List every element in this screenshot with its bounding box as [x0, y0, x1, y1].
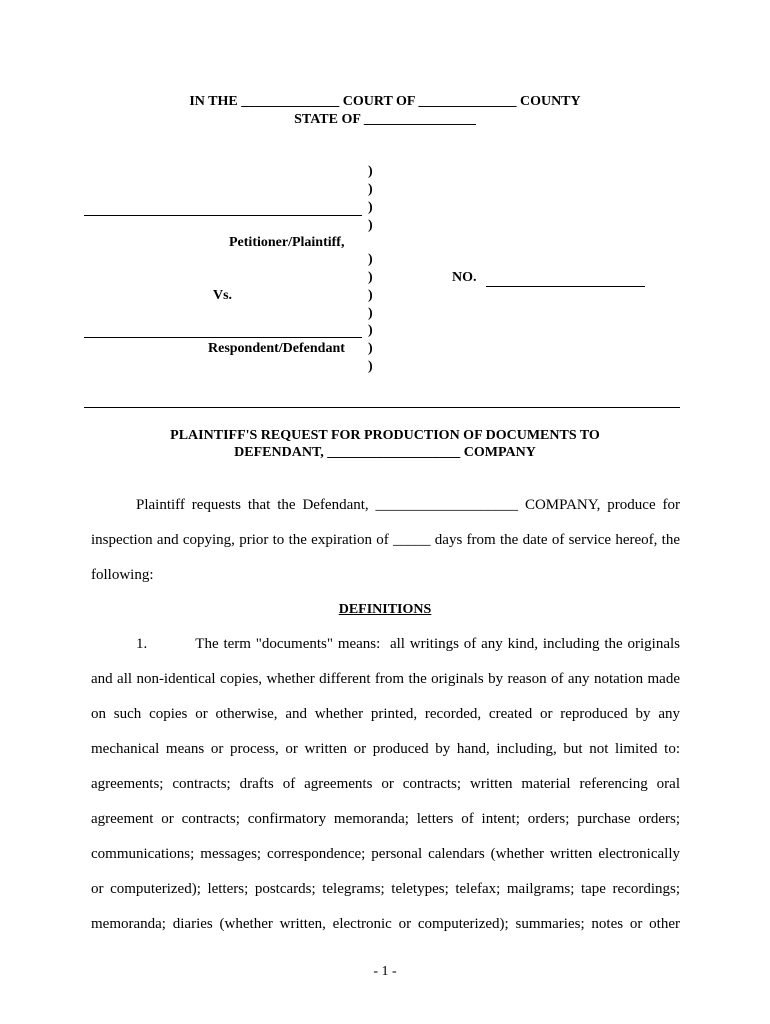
definition-line: 1. The term "documents" means: all writings of any kind, including the originals	[136, 636, 680, 652]
definition-line: or computerized); letters; postcards; telegrams; teletypes; telefax; mailgrams; tape recordings;	[91, 881, 680, 897]
intro-line: inspection and copying, prior to the expiration of _____ days from the date of service hereof, the	[91, 532, 680, 548]
definition-line: agreement or contracts; confirmatory memoranda; letters of intent; orders; purchase orders;	[91, 811, 680, 827]
definitions-heading: DEFINITIONS	[338, 602, 432, 617]
petitioner-name-line	[84, 215, 362, 216]
caption-divider	[84, 407, 680, 408]
respondent-label: Respondent/Defendant	[208, 341, 345, 356]
definition-line: communications; messages; correspondence; personal calendars (whether written electronically	[91, 846, 680, 862]
caption-paren: )	[368, 306, 373, 321]
caption-paren: )	[368, 164, 373, 179]
definition-line: and all non-identical copies, whether different from the originals by reason of any notation made	[91, 671, 680, 687]
state-heading: STATE OF ________________	[294, 112, 476, 127]
petitioner-label: Petitioner/Plaintiff,	[229, 235, 345, 250]
definition-line: on such copies or otherwise, and whether printed, recorded, created or reproduced by any	[91, 706, 680, 722]
intro-line: following:	[91, 567, 154, 583]
respondent-name-line	[84, 337, 362, 338]
caption-paren: )	[368, 252, 373, 267]
caption-paren: )	[368, 341, 373, 356]
page-number: - 1 -	[373, 964, 397, 979]
caption-paren: )	[368, 218, 373, 233]
court-heading: IN THE ______________ COURT OF ______________ COUNTY	[189, 94, 581, 109]
document-title-line1: PLAINTIFF'S REQUEST FOR PRODUCTION OF DOCUMENTS TO	[170, 428, 600, 443]
document-title-line2: DEFENDANT, ___________________ COMPANY	[234, 445, 536, 460]
case-number-label: NO.	[452, 270, 477, 285]
intro-line: Plaintiff requests that the Defendant, ___________________ COMPANY, produce for	[136, 497, 680, 513]
caption-paren: )	[368, 323, 373, 338]
case-number-line	[486, 286, 645, 287]
definition-line: memoranda; diaries (whether written, electronic or computerized); summaries; notes or other	[91, 916, 680, 932]
definition-line: agreements; contracts; drafts of agreements or contracts; written material referencing oral	[91, 776, 680, 792]
vs-label: Vs.	[213, 288, 233, 303]
caption-paren: )	[368, 288, 373, 303]
caption-paren: )	[368, 200, 373, 215]
definition-line: mechanical means or process, or written or produced by hand, including, but not limited to:	[91, 741, 680, 757]
caption-paren: )	[368, 182, 373, 197]
caption-paren: )	[368, 359, 373, 374]
caption-paren: )	[368, 270, 373, 285]
